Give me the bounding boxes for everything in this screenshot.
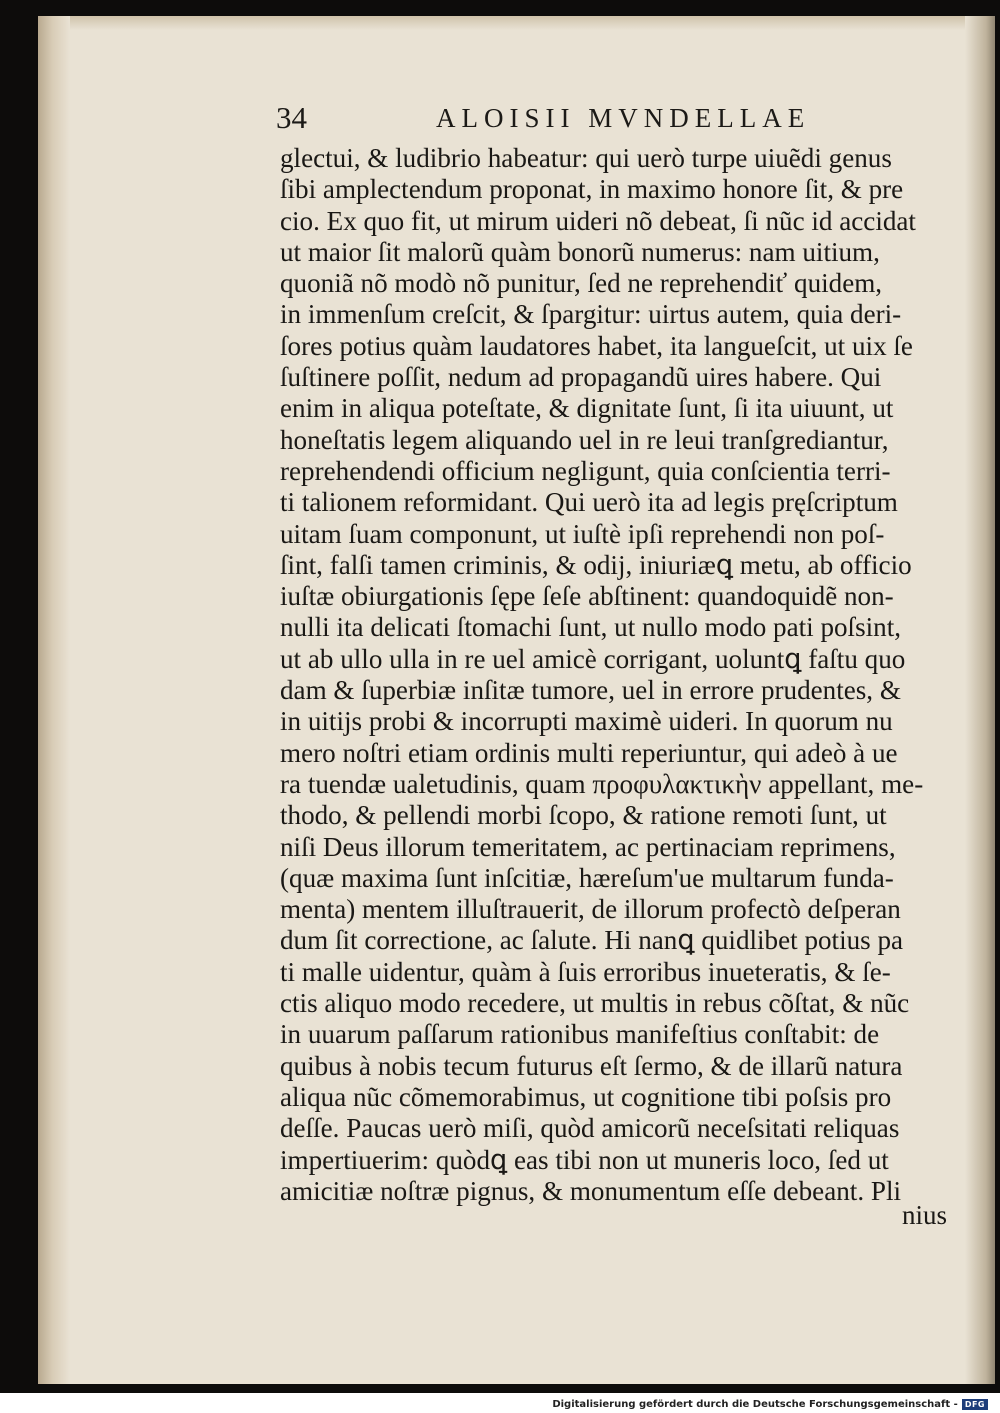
- text-line: menta) mentem illuſtrauerit, de illorum profectò deſperan: [280, 893, 901, 925]
- digitization-credit: [552, 1395, 988, 1413]
- text-line: ctis aliquo modo recedere, ut multis in rebus cõſtat, & nũc: [280, 987, 910, 1019]
- text-line: ti talionem reformidant. Qui uerò ita ad legis pręſcriptum: [280, 486, 898, 518]
- text-line: iuſtæ obiurgationis ſępe ſeſe abſtinent: quandoquidẽ non-: [280, 580, 894, 612]
- body-text: [280, 142, 970, 1206]
- page-gutter-shadow: [38, 16, 70, 1384]
- text-line: in uuarum paſſarum rationibus manifeſtius conſtabit: de: [280, 1018, 880, 1050]
- text-line: (quæ maxima ſunt inſcitiæ, hæreſum'ue multarum funda-: [280, 861, 894, 893]
- catchword: nius: [902, 1200, 948, 1230]
- text-line: in immenſum creſcit, & ſpargitur: uirtus autem, quia deri-: [280, 298, 902, 330]
- text-line: thodo, & pellendi morbi ſcopo, & ratione remoti ſunt, ut: [280, 799, 887, 831]
- running-title: ALOISII MVNDELLAE: [436, 103, 811, 133]
- running-head: [276, 100, 960, 142]
- text-line: impertiuerim: quòdꝗ eas tibi non ut muneris loco, ſed ut: [280, 1143, 889, 1175]
- text-line: nulli ita delicati ſtomachi ſunt, ut nullo modo pati poſsint,: [280, 611, 902, 643]
- text-line: uitam ſuam componunt, ut iuſtè ipſi reprehendi non poſ-: [280, 517, 885, 549]
- text-line: ſuſtinere poſſit, nedum ad propagandũ uires habere. Qui: [280, 361, 882, 393]
- text-line: niſi Deus illorum temeritatem, ac pertinaciam reprimens,: [280, 830, 896, 862]
- dfg-logo: DFG: [962, 1399, 988, 1410]
- text-line: amicitiæ noſtræ pignus, & monumentum eſſe debeant. Pli: [280, 1174, 902, 1206]
- page-top-stain: [70, 16, 965, 30]
- text-line: ut maior ſit malorũ quàm bonorũ numerus: nam uitium,: [280, 235, 880, 267]
- text-line: ti malle uidentur, quàm à ſuis erroribus inueteratis, & ſe-: [280, 955, 891, 987]
- text-line: reprehendendi officium negligunt, quia conſcientia terri-: [280, 454, 891, 486]
- text-line: in uitijs probi & incorrupti maximè uideri. In quorum nu: [280, 705, 893, 737]
- text-line: honeſtatis legem aliquando uel in re leui tranſgrediantur,: [280, 423, 889, 455]
- credit-text: Digitalisierung gefördert durch die Deutsche Forschungsgemeinschaft -: [552, 1398, 958, 1410]
- text-line: ſibi amplectendum proponat, in maximo honore ſit, & pre: [280, 173, 904, 205]
- text-line: glectui, & ludibrio habeatur: qui uerò turpe uiuẽdi genus: [280, 142, 892, 173]
- text-line: deſſe. Paucas uerò miſi, quòd amicorũ neceſsitati reliquas: [280, 1112, 900, 1144]
- text-line: aliqua nũc cõmemorabimus, ut cognitione tibi poſsis pro: [280, 1080, 892, 1112]
- text-line: dum ſit correctione, ac ſalute. Hi nanꝗ quidlibet potius pa: [280, 924, 904, 956]
- text-line: mero noſtri etiam ordinis multi reperiuntur, qui adeò à ue: [280, 736, 898, 768]
- text-line: ra tuendæ ualetudinis, quam προφυλακτικὴν appellant, me-: [280, 767, 924, 799]
- text-line: ut ab ullo ulla in re uel amicè corrigant, uoluntꝗ faſtu quo: [280, 642, 906, 674]
- text-line: enim in aliqua poteſtate, & dignitate ſunt, ſi ita uiuunt, ut: [280, 392, 894, 424]
- text-line: dam & ſuperbiæ inſitæ tumore, uel in errore prudentes, &: [280, 674, 901, 706]
- text-line: quibus à nobis tecum futurus eſt ſermo, & de illarũ natura: [280, 1049, 903, 1081]
- text-line: quoniã nõ modò nõ punitur, ſed ne reprehendiť quidem,: [280, 267, 883, 299]
- text-line: ſores potius quàm laudatores habet, ita langueſcit, ut uix ſe: [280, 329, 913, 361]
- page-number: 34: [276, 100, 307, 135]
- text-line: cio. Ex quo fit, ut mirum uideri nõ debeat, ſi nũc id accidat: [280, 204, 916, 236]
- text-line: ſint, falſi tamen criminis, & odij, iniuriæꝗ metu, ab officio: [280, 548, 912, 580]
